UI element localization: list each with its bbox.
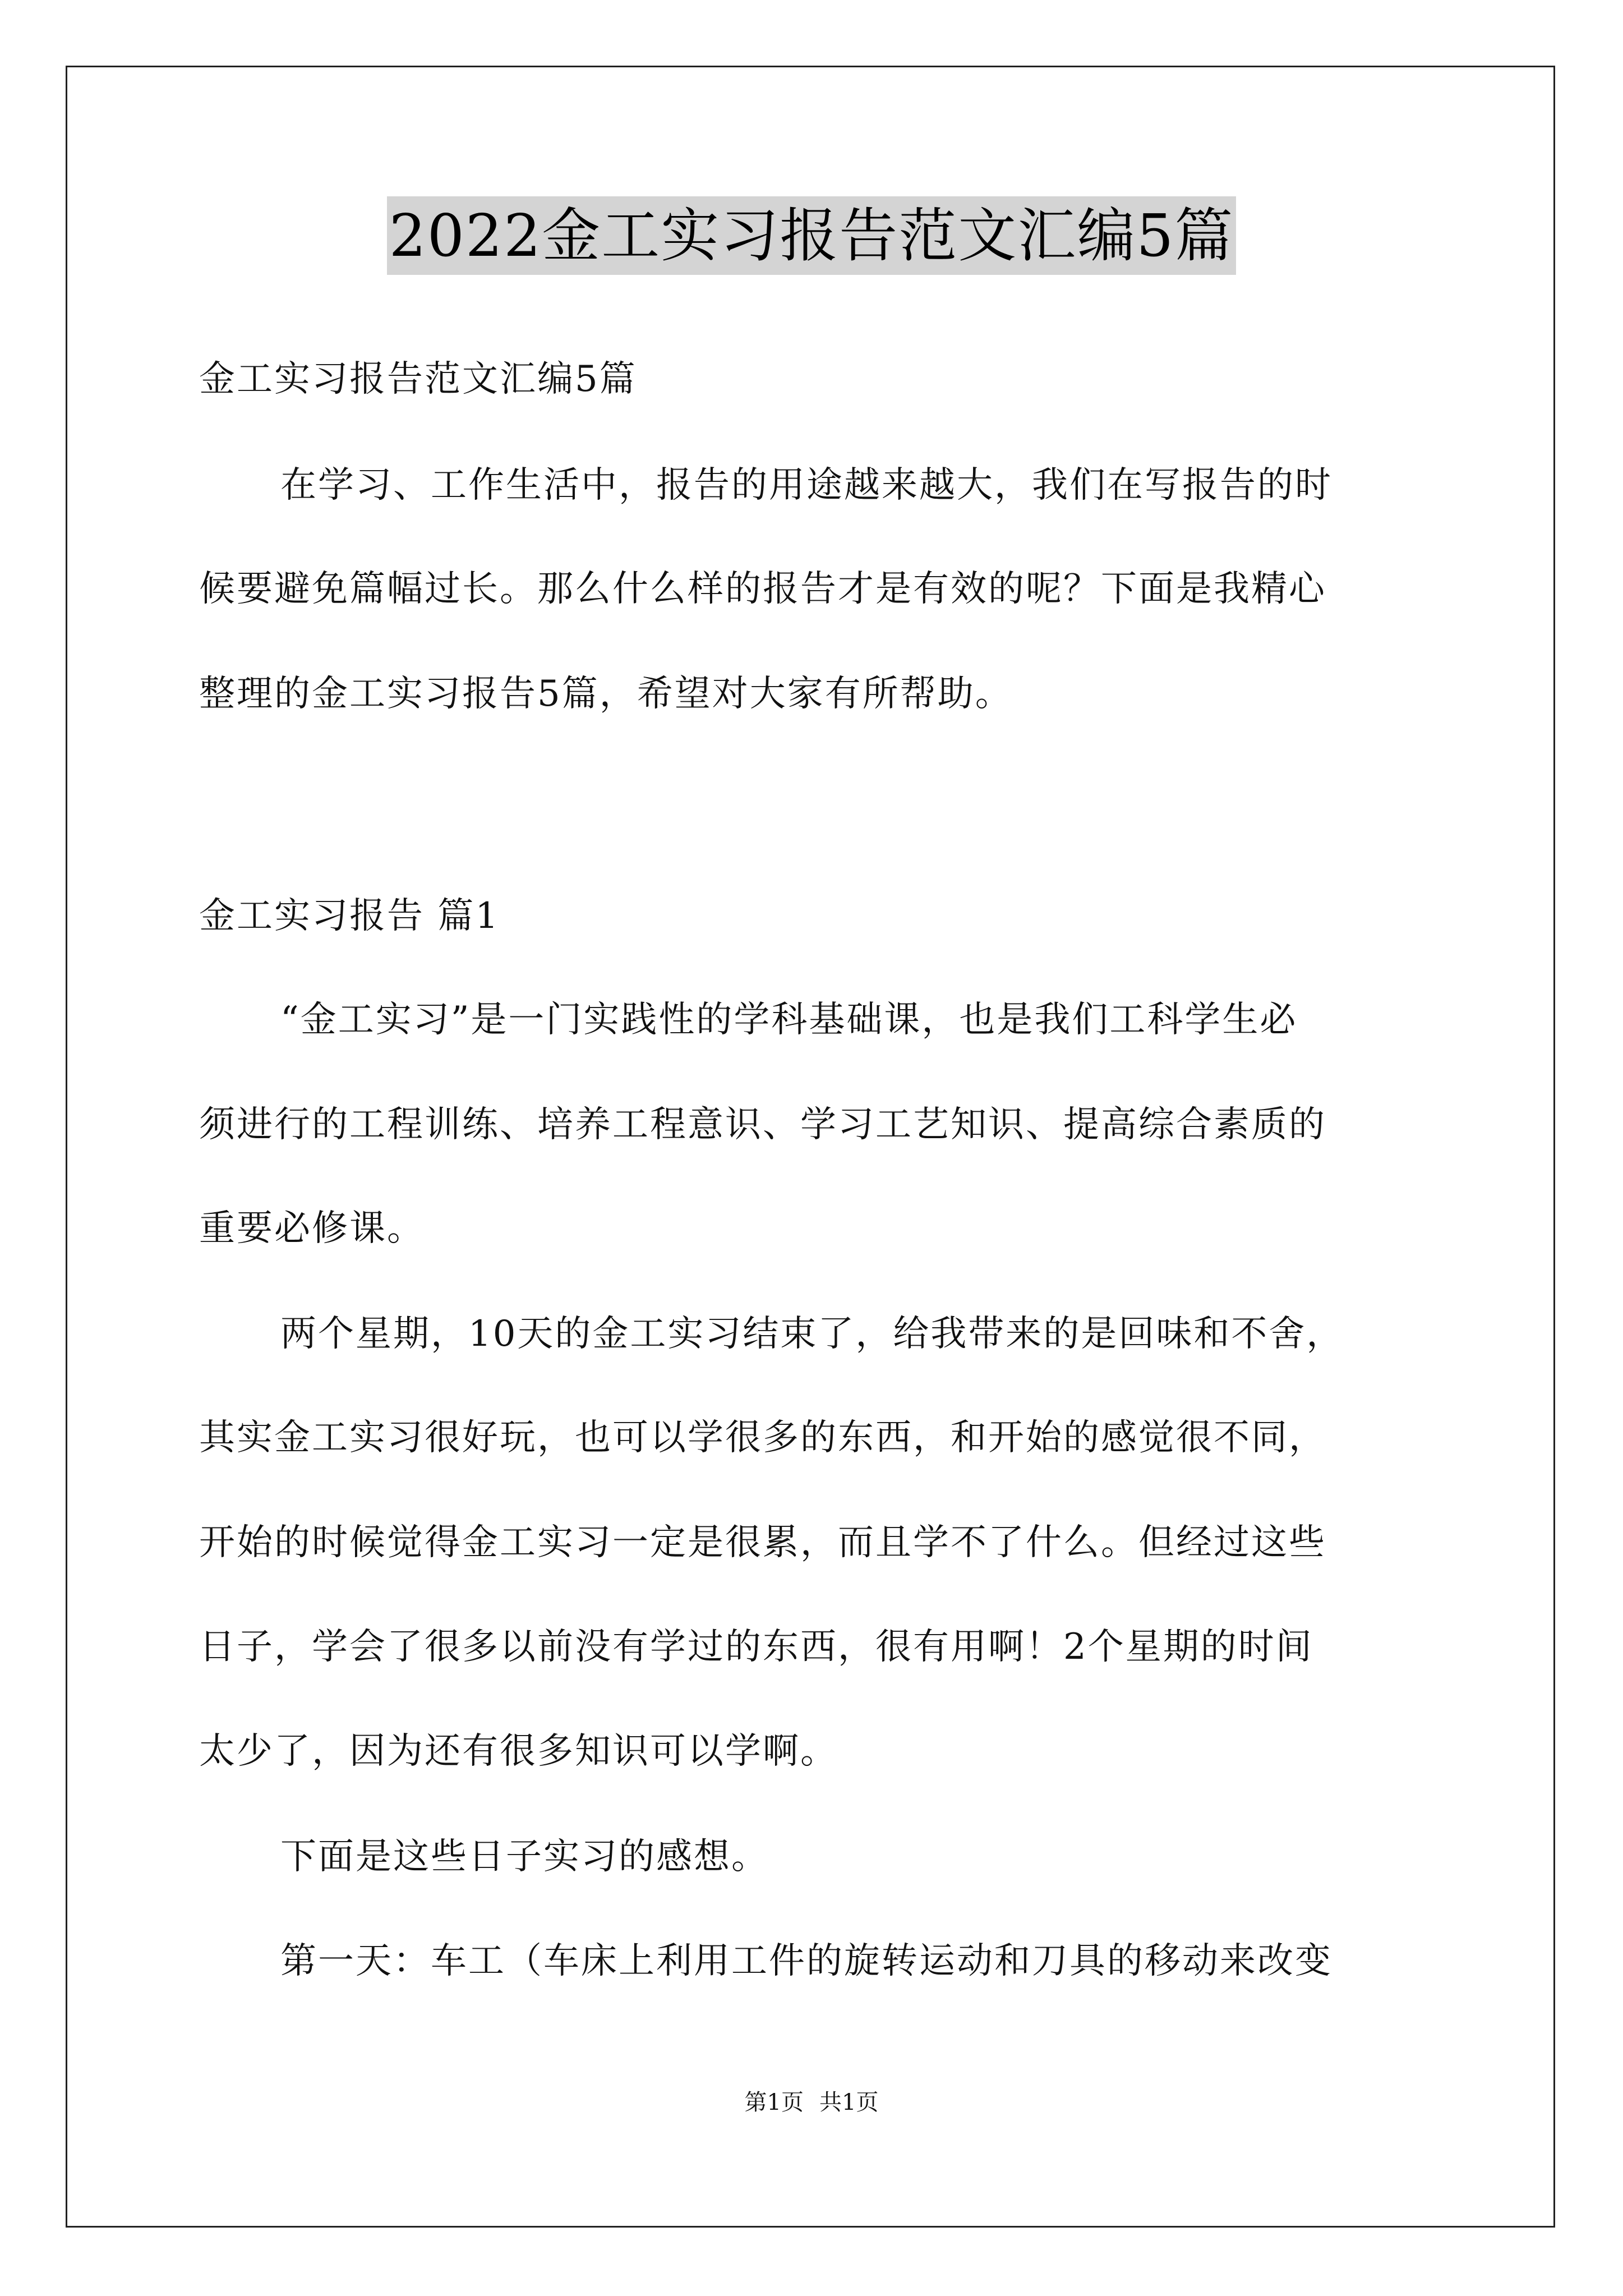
para2-line-1: 两个星期，10天的金工实习结束了，给我带来的是回味和不舍， bbox=[280, 1313, 1344, 1355]
page-total: 共1页 bbox=[819, 2090, 879, 2115]
title-container bbox=[0, 196, 1623, 275]
page-footer bbox=[0, 2087, 1623, 2118]
section-heading: 金工实习报告 篇1 bbox=[199, 895, 500, 937]
intro-line-3: 整理的金工实习报告5篇，希望对大家有所帮助。 bbox=[199, 673, 1013, 715]
document-title: 2022金工实习报告范文汇编5篇 bbox=[387, 196, 1237, 275]
para2-line-2: 其实金工实习很好玩，也可以学很多的东西，和开始的感觉很不同， bbox=[199, 1417, 1326, 1458]
para1-line-1: “金工实习”是一门实践性的学科基础课，也是我们工科学生必 bbox=[280, 999, 1298, 1041]
para4-line: 第一天：车工（车床上利用工件的旋转运动和刀具的移动来改变 bbox=[280, 1940, 1332, 1982]
page-number: 第1页 bbox=[744, 2090, 804, 2115]
para3-line: 下面是这些日子实习的感想。 bbox=[280, 1836, 769, 1878]
para2-line-4: 日子，学会了很多以前没有学过的东西，很有用啊！2个星期的时间 bbox=[199, 1626, 1313, 1668]
document-subtitle: 金工实习报告范文汇编5篇 bbox=[199, 358, 637, 400]
para1-line-2: 须进行的工程训练、培养工程意识、学习工艺知识、提高综合素质的 bbox=[199, 1104, 1326, 1145]
intro-line-2: 候要避免篇幅过长。那么什么样的报告才是有效的呢？下面是我精心 bbox=[199, 568, 1326, 610]
para2-line-3: 开始的时候觉得金工实习一定是很累，而且学不了什么。但经过这些 bbox=[199, 1522, 1326, 1563]
intro-line-1: 在学习、工作生活中，报告的用途越来越大，我们在写报告的时 bbox=[280, 464, 1332, 506]
para1-line-3: 重要必修课。 bbox=[199, 1208, 425, 1249]
para2-line-5: 太少了，因为还有很多知识可以学啊。 bbox=[199, 1731, 838, 1772]
